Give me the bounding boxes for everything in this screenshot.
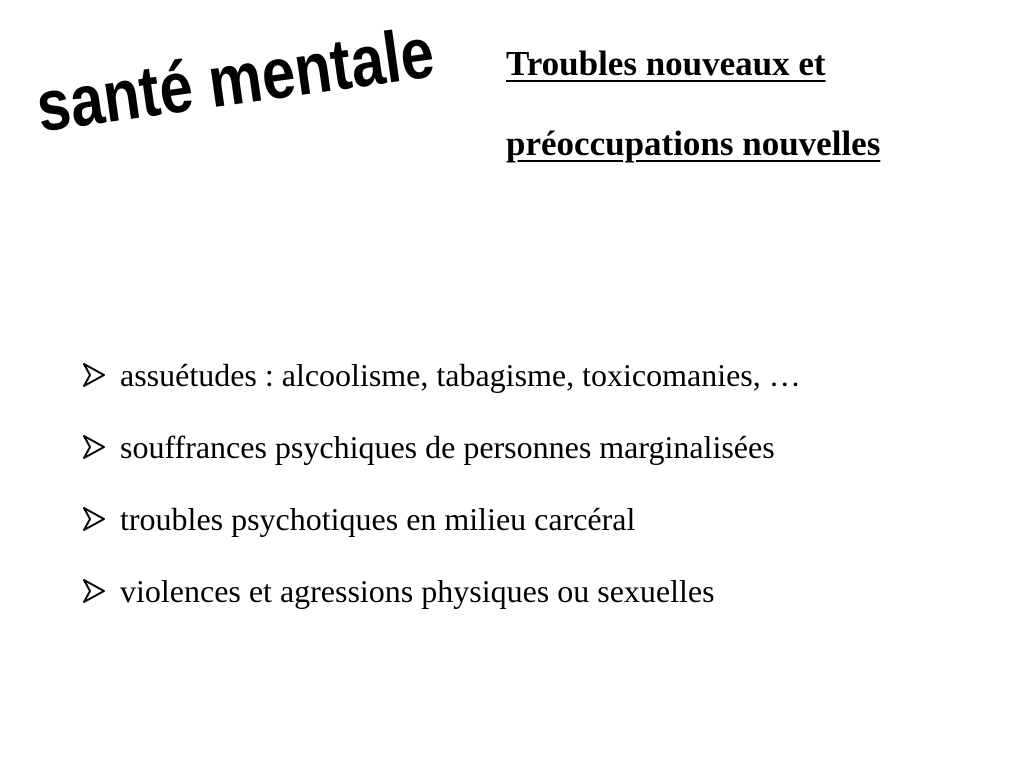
bullet-item	[82, 350, 801, 400]
bullet-text: souffrances psychiques de personnes marginalisées	[120, 428, 775, 465]
arrowhead-bullet-icon	[82, 362, 120, 388]
bullet-text: assuétudes : alcoolisme, tabagisme, toxicomanies, …	[120, 356, 801, 393]
arrowhead-bullet-icon	[82, 434, 120, 460]
wordart-heading	[31, 1, 519, 148]
bullet-item	[82, 494, 801, 544]
slide-title	[506, 44, 880, 164]
bullet-text: troubles psychotiques en milieu carcéral	[120, 500, 636, 537]
bullet-item	[82, 566, 801, 616]
bullet-text: violences et agressions physiques ou sexuelles	[120, 572, 715, 609]
wordart-text: santé mentale	[31, 1, 519, 148]
arrowhead-bullet-icon	[82, 506, 120, 532]
bullet-item	[82, 422, 801, 472]
arrowhead-bullet-icon	[82, 578, 120, 604]
title-line-2: préoccupations nouvelles	[506, 124, 881, 163]
title-line-1: Troubles nouveaux et	[506, 44, 826, 83]
bullet-list	[82, 350, 801, 638]
